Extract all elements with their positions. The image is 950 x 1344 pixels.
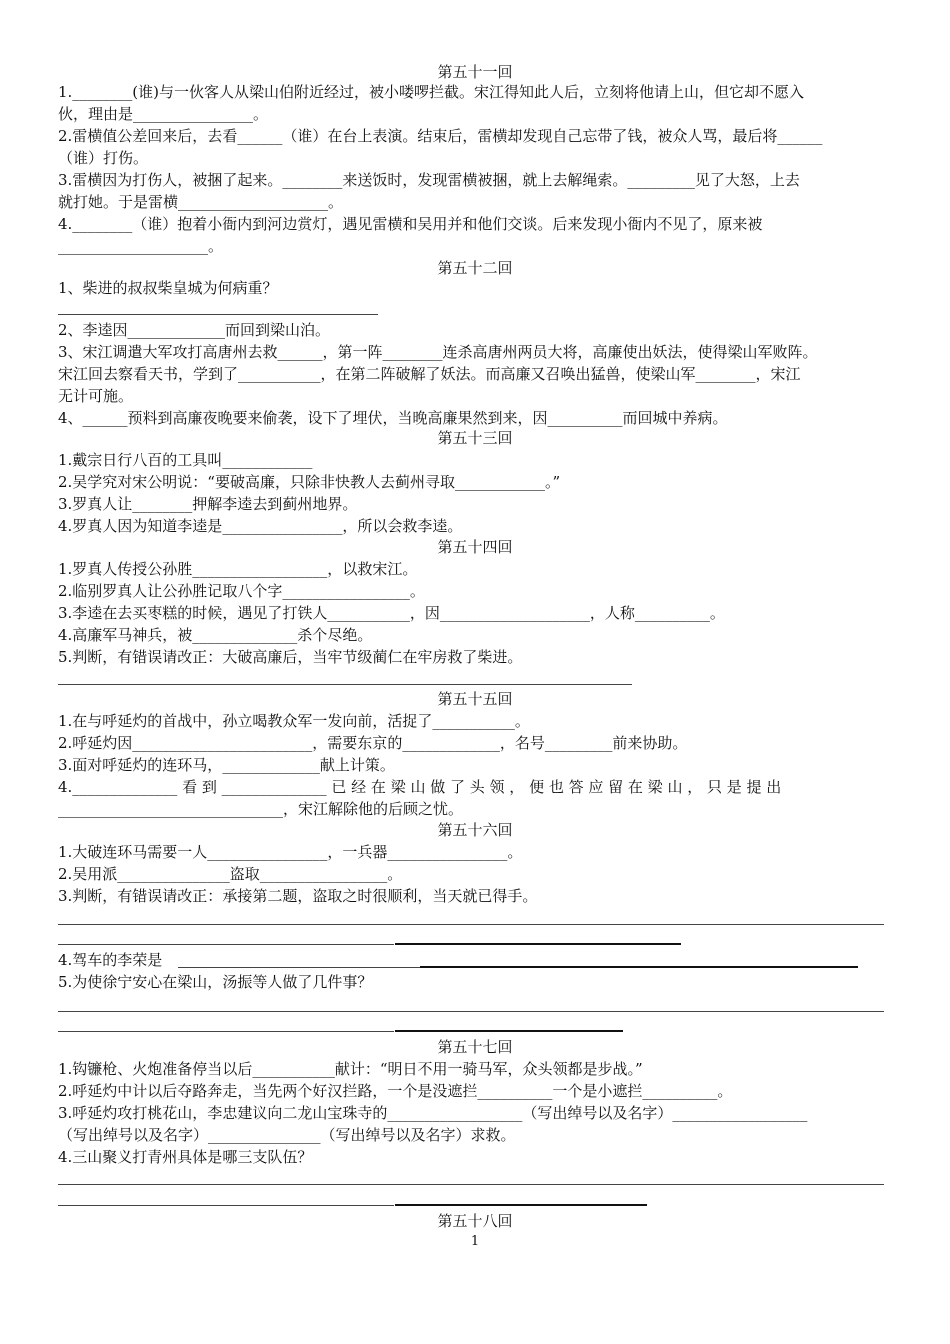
question-51-3-line1: 3.雷横因为打伤人，被捆了起来。________来送饭时，发现雷横被捆，就上去解绳索。_________见了大怒，上去 xyxy=(58,171,800,189)
question-51-1-line1: 1.________(谁)与一伙客人从梁山伯附近经过，被小喽啰拦截。宋江得知此人后，立刻将他请上山，但它却不愿入 xyxy=(58,83,805,101)
chapter-55-heading: 第五十五回 xyxy=(437,690,513,708)
chapter-53-heading: 第五十三回 xyxy=(437,429,513,447)
chapter-52-heading: 第五十二回 xyxy=(437,259,513,277)
question-57-2: 2.呼延灼中计以后夺路奔走，当先两个好汉拦路，一个是没遮拦__________一个是小遮拦__________。 xyxy=(58,1082,733,1100)
question-57-1: 1.钩镰枪、火炮准备停当以后___________献计：“明日不用一骑马军，众头领都是步战。” xyxy=(58,1060,643,1078)
question-51-4-line1: 4.________（谁）抱着小衙内到河边赏灯，遇见雷横和吴用并和他们交谈。后来发现小衙内不见了，原来被 xyxy=(58,215,763,233)
answer-line xyxy=(58,314,378,315)
question-56-5: 5.为使徐宁安心在梁山，汤振等人做了几件事？ xyxy=(58,973,373,991)
question-54-5: 5.判断，有错误请改正：大破高廉后，当牢节级蔺仁在牢房救了柴进。 xyxy=(58,648,523,666)
question-53-4: 4.罗真人因为知道李逵是________________，所以会救李逵。 xyxy=(58,517,463,535)
chapter-56-heading: 第五十六回 xyxy=(437,821,513,839)
question-55-1: 1.在与呼延灼的首战中，孙立喝教众军一发向前，活捉了___________。 xyxy=(58,712,530,730)
question-57-4: 4.三山聚义打青州具体是哪三支队伍？ xyxy=(58,1148,313,1166)
chapter-58-heading: 第五十八回 xyxy=(437,1212,513,1230)
question-52-3-line2: 宋江回去察看天书，学到了___________，在第二阵破解了妖法。而高廉又召唤出猛兽，使梁山军________，宋江 xyxy=(58,365,801,383)
question-51-1-line2: 伙，理由是________________。 xyxy=(58,105,269,123)
answer-line xyxy=(58,944,394,945)
question-55-3: 3.面对呼延灼的连环马，_____________献上计策。 xyxy=(58,756,395,774)
question-51-2-line1: 2.雷横值公差回来后，去看______（谁）在台上表演。结束后，雷横却发现自己忘带了钱，被众人骂，最后将______ xyxy=(58,127,823,145)
question-56-2: 2.吴用派_______________盗取_________________。 xyxy=(58,865,403,883)
question-53-2: 2.吴学究对宋公明说：“要破高廉，只除非快教人去蓟州寻取____________。” xyxy=(58,473,561,491)
question-51-2-line2: （谁）打伤。 xyxy=(58,149,149,167)
question-52-1: 1、柴进的叔叔柴皇城为何病重？ xyxy=(58,279,278,297)
question-56-1: 1.大破连环马需要一人________________，一兵器________________。 xyxy=(58,843,523,861)
question-52-4: 4、______预料到高廉夜晚要来偷袭，设下了埋伏，当晚高廉果然到来，因__________而回城中养病。 xyxy=(58,409,728,427)
answer-line xyxy=(58,1184,884,1185)
answer-line xyxy=(395,1030,623,1032)
answer-line xyxy=(58,1031,394,1032)
question-53-1: 1.戴宗日行八百的工具叫____________ xyxy=(58,451,313,469)
chapter-51-heading: 第五十一回 xyxy=(437,63,513,81)
answer-line xyxy=(178,967,420,968)
question-51-4-line2: ____________________。 xyxy=(58,237,224,255)
answer-line xyxy=(58,684,632,685)
answer-line xyxy=(420,966,858,968)
question-52-3-line3: 无计可施。 xyxy=(58,387,134,405)
question-51-3-line2: 就打她。于是雷横____________________。 xyxy=(58,193,344,211)
page-number: 1 xyxy=(470,1234,480,1249)
question-54-2: 2.临别罗真人让公孙胜记取八个字_________________。 xyxy=(58,582,425,600)
answer-line xyxy=(58,1205,394,1206)
question-55-4-line2: ______________________________，宋江解除他的后顾之忧。 xyxy=(58,800,464,818)
question-56-3: 3.判断，有错误请改正：承接第二题，盗取之时很顺利，当天就已得手。 xyxy=(58,887,538,905)
question-52-3-line1: 3、宋江调遣大军攻打高唐州去救______，第一阵________连杀高唐州两员大将，高廉使出妖法，使得梁山军败阵。 xyxy=(58,343,818,361)
chapter-54-heading: 第五十四回 xyxy=(437,538,513,556)
question-57-3-line1: 3.呼延灼攻打桃花山，李忠建议向二龙山宝珠寺的__________________（写出绰号以及名字）__________________ xyxy=(58,1104,808,1122)
question-55-2: 2.呼延灼因________________________，需要东京的_____________，名号_________前来协助。 xyxy=(58,734,688,752)
question-55-4-line1: 4.______________ 看 到 ______________ 已 经 在 梁 山 做 了 头 领 ， 便 也 答 应 留 在 梁 山 ， 只 是 提 出 xyxy=(58,778,782,796)
question-54-3: 3.李逵在去买枣糕的时候，遇见了打铁人___________，因____________________，人称__________。 xyxy=(58,604,725,622)
chapter-57-heading: 第五十七回 xyxy=(437,1038,513,1056)
answer-line xyxy=(395,1204,647,1206)
question-54-1: 1.罗真人传授公孙胜__________________，以救宋江。 xyxy=(58,560,418,578)
answer-line xyxy=(58,924,884,925)
question-56-4: 4.驾车的李荣是 xyxy=(58,951,163,969)
question-54-4: 4.高廉军马神兵，被______________杀个尽绝。 xyxy=(58,626,373,644)
answer-line xyxy=(58,1011,884,1012)
question-52-2: 2、李逵因_____________而回到梁山泊。 xyxy=(58,321,331,339)
answer-line xyxy=(395,943,681,945)
question-57-3-line2: （写出绰号以及名字）_______________（写出绰号以及名字）求救。 xyxy=(58,1126,516,1144)
question-53-3: 3.罗真人让________押解李逵去到蓟州地界。 xyxy=(58,495,358,513)
